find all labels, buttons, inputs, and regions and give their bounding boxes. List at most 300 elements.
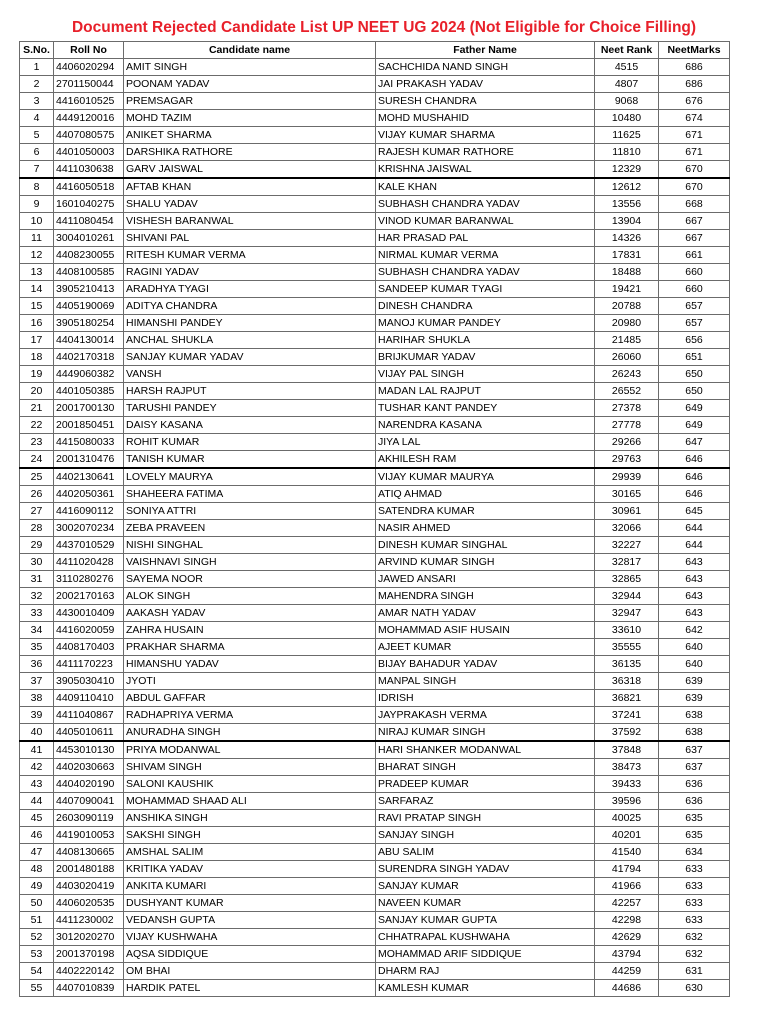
header-roll-no: Roll No bbox=[54, 42, 124, 59]
cell-neet-marks: 643 bbox=[659, 571, 730, 588]
cell-roll-no: 3905180254 bbox=[54, 315, 124, 332]
cell-candidate-name: VANSH bbox=[124, 366, 376, 383]
cell-father-name: SUBHASH CHANDRA YADAV bbox=[376, 196, 595, 213]
cell-neet-marks: 639 bbox=[659, 673, 730, 690]
cell-father-name: NAVEEN KUMAR bbox=[376, 895, 595, 912]
cell-candidate-name: DAISY KASANA bbox=[124, 417, 376, 434]
cell-father-name: NASIR AHMED bbox=[376, 520, 595, 537]
cell-father-name: VIJAY PAL SINGH bbox=[376, 366, 595, 383]
cell-father-name: ARVIND KUMAR SINGH bbox=[376, 554, 595, 571]
cell-roll-no: 4402050361 bbox=[54, 486, 124, 503]
cell-neet-marks: 646 bbox=[659, 451, 730, 469]
cell-neet-rank: 39433 bbox=[595, 776, 659, 793]
cell-candidate-name: HARDIK PATEL bbox=[124, 980, 376, 997]
cell-father-name: ABU SALIM bbox=[376, 844, 595, 861]
cell-neet-rank: 40025 bbox=[595, 810, 659, 827]
cell-neet-marks: 657 bbox=[659, 315, 730, 332]
cell-father-name: HARI SHANKER MODANWAL bbox=[376, 741, 595, 759]
cell-neet-rank: 11625 bbox=[595, 127, 659, 144]
cell-neet-marks: 670 bbox=[659, 178, 730, 196]
cell-neet-marks: 637 bbox=[659, 759, 730, 776]
cell-neet-marks: 636 bbox=[659, 776, 730, 793]
cell-candidate-name: SAKSHI SINGH bbox=[124, 827, 376, 844]
cell-neet-marks: 649 bbox=[659, 417, 730, 434]
cell-sno: 12 bbox=[20, 247, 54, 264]
cell-father-name: MADAN LAL RAJPUT bbox=[376, 383, 595, 400]
cell-father-name: JAWED ANSARI bbox=[376, 571, 595, 588]
table-row bbox=[20, 144, 730, 161]
cell-father-name: HAR PRASAD PAL bbox=[376, 230, 595, 247]
cell-roll-no: 2603090119 bbox=[54, 810, 124, 827]
cell-sno: 15 bbox=[20, 298, 54, 315]
table-row bbox=[20, 264, 730, 281]
cell-sno: 22 bbox=[20, 417, 54, 434]
cell-father-name: NIRMAL KUMAR VERMA bbox=[376, 247, 595, 264]
cell-neet-rank: 32944 bbox=[595, 588, 659, 605]
cell-sno: 6 bbox=[20, 144, 54, 161]
table-row bbox=[20, 247, 730, 264]
cell-roll-no: 2002170163 bbox=[54, 588, 124, 605]
cell-roll-no: 4405190069 bbox=[54, 298, 124, 315]
table-row bbox=[20, 554, 730, 571]
cell-father-name: MAHENDRA SINGH bbox=[376, 588, 595, 605]
cell-roll-no: 4404020190 bbox=[54, 776, 124, 793]
cell-father-name: SARFARAZ bbox=[376, 793, 595, 810]
cell-roll-no: 4449060382 bbox=[54, 366, 124, 383]
cell-candidate-name: ADITYA CHANDRA bbox=[124, 298, 376, 315]
cell-candidate-name: LOVELY MAURYA bbox=[124, 468, 376, 486]
cell-candidate-name: PREMSAGAR bbox=[124, 93, 376, 110]
cell-roll-no: 4404130014 bbox=[54, 332, 124, 349]
cell-sno: 1 bbox=[20, 59, 54, 76]
table-row bbox=[20, 127, 730, 144]
cell-candidate-name: PRAKHAR SHARMA bbox=[124, 639, 376, 656]
cell-candidate-name: OM BHAI bbox=[124, 963, 376, 980]
cell-candidate-name: ARADHYA TYAGI bbox=[124, 281, 376, 298]
cell-neet-marks: 640 bbox=[659, 656, 730, 673]
cell-father-name: MOHD MUSHAHID bbox=[376, 110, 595, 127]
rejected-candidates-table bbox=[19, 41, 730, 997]
cell-neet-marks: 640 bbox=[659, 639, 730, 656]
cell-neet-marks: 638 bbox=[659, 724, 730, 742]
cell-neet-rank: 30165 bbox=[595, 486, 659, 503]
cell-roll-no: 4401050385 bbox=[54, 383, 124, 400]
cell-neet-rank: 35555 bbox=[595, 639, 659, 656]
cell-neet-marks: 651 bbox=[659, 349, 730, 366]
cell-neet-rank: 36821 bbox=[595, 690, 659, 707]
table-row bbox=[20, 110, 730, 127]
cell-candidate-name: VAISHNAVI SINGH bbox=[124, 554, 376, 571]
cell-candidate-name: MOHD TAZIM bbox=[124, 110, 376, 127]
table-row bbox=[20, 213, 730, 230]
cell-neet-marks: 686 bbox=[659, 59, 730, 76]
table-row bbox=[20, 759, 730, 776]
cell-neet-rank: 36318 bbox=[595, 673, 659, 690]
cell-neet-rank: 27778 bbox=[595, 417, 659, 434]
cell-candidate-name: ZEBA PRAVEEN bbox=[124, 520, 376, 537]
cell-sno: 11 bbox=[20, 230, 54, 247]
cell-candidate-name: SANJAY KUMAR YADAV bbox=[124, 349, 376, 366]
cell-neet-marks: 633 bbox=[659, 861, 730, 878]
cell-roll-no: 4406020294 bbox=[54, 59, 124, 76]
document-title: Document Rejected Candidate List UP NEET UG 2024 (Not Eligible for Choice Filling) bbox=[71, 19, 697, 36]
cell-neet-rank: 26060 bbox=[595, 349, 659, 366]
cell-roll-no: 3905210413 bbox=[54, 281, 124, 298]
cell-father-name: SANJAY KUMAR bbox=[376, 878, 595, 895]
table-row bbox=[20, 161, 730, 179]
cell-roll-no: 4449120016 bbox=[54, 110, 124, 127]
table-row bbox=[20, 912, 730, 929]
cell-candidate-name: TARUSHI PANDEY bbox=[124, 400, 376, 417]
cell-neet-rank: 17831 bbox=[595, 247, 659, 264]
cell-roll-no: 4416010525 bbox=[54, 93, 124, 110]
cell-sno: 35 bbox=[20, 639, 54, 656]
cell-neet-rank: 32227 bbox=[595, 537, 659, 554]
cell-neet-marks: 633 bbox=[659, 912, 730, 929]
cell-neet-rank: 11810 bbox=[595, 144, 659, 161]
table-body bbox=[20, 59, 730, 997]
cell-sno: 40 bbox=[20, 724, 54, 742]
table-row bbox=[20, 451, 730, 469]
cell-sno: 50 bbox=[20, 895, 54, 912]
cell-sno: 41 bbox=[20, 741, 54, 759]
cell-neet-rank: 44686 bbox=[595, 980, 659, 997]
cell-father-name: IDRISH bbox=[376, 690, 595, 707]
cell-neet-marks: 674 bbox=[659, 110, 730, 127]
cell-father-name: VIJAY KUMAR SHARMA bbox=[376, 127, 595, 144]
cell-roll-no: 4402130641 bbox=[54, 468, 124, 486]
cell-roll-no: 4409110410 bbox=[54, 690, 124, 707]
cell-sno: 3 bbox=[20, 93, 54, 110]
cell-roll-no: 2001850451 bbox=[54, 417, 124, 434]
cell-father-name: DINESH CHANDRA bbox=[376, 298, 595, 315]
cell-sno: 10 bbox=[20, 213, 54, 230]
cell-roll-no: 4408130665 bbox=[54, 844, 124, 861]
cell-sno: 17 bbox=[20, 332, 54, 349]
cell-roll-no: 4416050518 bbox=[54, 178, 124, 196]
table-row bbox=[20, 707, 730, 724]
cell-candidate-name: AMIT SINGH bbox=[124, 59, 376, 76]
cell-candidate-name: ALOK SINGH bbox=[124, 588, 376, 605]
header-candidate-name: Candidate name bbox=[124, 42, 376, 59]
cell-father-name: RAVI PRATAP SINGH bbox=[376, 810, 595, 827]
table-row bbox=[20, 417, 730, 434]
cell-neet-marks: 650 bbox=[659, 383, 730, 400]
cell-sno: 38 bbox=[20, 690, 54, 707]
cell-neet-rank: 37241 bbox=[595, 707, 659, 724]
cell-candidate-name: DUSHYANT KUMAR bbox=[124, 895, 376, 912]
cell-father-name: BIJAY BAHADUR YADAV bbox=[376, 656, 595, 673]
cell-roll-no: 4407080575 bbox=[54, 127, 124, 144]
cell-neet-marks: 671 bbox=[659, 127, 730, 144]
table-row bbox=[20, 622, 730, 639]
cell-sno: 53 bbox=[20, 946, 54, 963]
cell-neet-marks: 642 bbox=[659, 622, 730, 639]
cell-roll-no: 4407090041 bbox=[54, 793, 124, 810]
cell-candidate-name: RITESH KUMAR VERMA bbox=[124, 247, 376, 264]
cell-neet-rank: 33610 bbox=[595, 622, 659, 639]
cell-roll-no: 3012020270 bbox=[54, 929, 124, 946]
cell-sno: 46 bbox=[20, 827, 54, 844]
cell-neet-marks: 645 bbox=[659, 503, 730, 520]
cell-candidate-name: VISHESH BARANWAL bbox=[124, 213, 376, 230]
cell-roll-no: 4402220142 bbox=[54, 963, 124, 980]
cell-candidate-name: DARSHIKA RATHORE bbox=[124, 144, 376, 161]
cell-sno: 8 bbox=[20, 178, 54, 196]
table-row bbox=[20, 946, 730, 963]
cell-sno: 37 bbox=[20, 673, 54, 690]
cell-father-name: ATIQ AHMAD bbox=[376, 486, 595, 503]
cell-neet-rank: 38473 bbox=[595, 759, 659, 776]
cell-neet-marks: 647 bbox=[659, 434, 730, 451]
table-row bbox=[20, 741, 730, 759]
table-row bbox=[20, 315, 730, 332]
header-neet-marks: NeetMarks bbox=[659, 42, 730, 59]
table-row bbox=[20, 366, 730, 383]
cell-sno: 39 bbox=[20, 707, 54, 724]
cell-neet-rank: 44259 bbox=[595, 963, 659, 980]
cell-candidate-name: SHIVANI PAL bbox=[124, 230, 376, 247]
cell-neet-marks: 657 bbox=[659, 298, 730, 315]
table-header-row bbox=[20, 42, 730, 59]
cell-father-name: SURENDRA SINGH YADAV bbox=[376, 861, 595, 878]
table-row bbox=[20, 673, 730, 690]
cell-father-name: SATENDRA KUMAR bbox=[376, 503, 595, 520]
cell-neet-rank: 37848 bbox=[595, 741, 659, 759]
cell-father-name: NARENDRA KASANA bbox=[376, 417, 595, 434]
cell-sno: 47 bbox=[20, 844, 54, 861]
cell-sno: 54 bbox=[20, 963, 54, 980]
cell-sno: 51 bbox=[20, 912, 54, 929]
table-row bbox=[20, 486, 730, 503]
cell-neet-rank: 29939 bbox=[595, 468, 659, 486]
cell-father-name: SURESH CHANDRA bbox=[376, 93, 595, 110]
table-row bbox=[20, 196, 730, 213]
cell-father-name: DINESH KUMAR SINGHAL bbox=[376, 537, 595, 554]
cell-neet-marks: 660 bbox=[659, 264, 730, 281]
cell-candidate-name: HIMANSHI PANDEY bbox=[124, 315, 376, 332]
cell-neet-rank: 41540 bbox=[595, 844, 659, 861]
cell-candidate-name: ANKITA KUMARI bbox=[124, 878, 376, 895]
cell-candidate-name: JYOTI bbox=[124, 673, 376, 690]
cell-neet-marks: 667 bbox=[659, 230, 730, 247]
cell-roll-no: 4416090112 bbox=[54, 503, 124, 520]
cell-roll-no: 3110280276 bbox=[54, 571, 124, 588]
table-row bbox=[20, 230, 730, 247]
cell-sno: 52 bbox=[20, 929, 54, 946]
cell-candidate-name: SAYEMA NOOR bbox=[124, 571, 376, 588]
cell-candidate-name: HIMANSHU YADAV bbox=[124, 656, 376, 673]
cell-candidate-name: SHIVAM SINGH bbox=[124, 759, 376, 776]
cell-neet-marks: 639 bbox=[659, 690, 730, 707]
cell-father-name: JAYPRAKASH VERMA bbox=[376, 707, 595, 724]
cell-sno: 14 bbox=[20, 281, 54, 298]
cell-father-name: VINOD KUMAR BARANWAL bbox=[376, 213, 595, 230]
cell-sno: 44 bbox=[20, 793, 54, 810]
cell-neet-rank: 39596 bbox=[595, 793, 659, 810]
cell-father-name: BHARAT SINGH bbox=[376, 759, 595, 776]
cell-sno: 42 bbox=[20, 759, 54, 776]
cell-neet-marks: 635 bbox=[659, 827, 730, 844]
cell-father-name: SACHCHIDA NAND SINGH bbox=[376, 59, 595, 76]
cell-sno: 55 bbox=[20, 980, 54, 997]
cell-candidate-name: SALONI KAUSHIK bbox=[124, 776, 376, 793]
cell-sno: 32 bbox=[20, 588, 54, 605]
cell-neet-rank: 27378 bbox=[595, 400, 659, 417]
cell-candidate-name: NISHI SINGHAL bbox=[124, 537, 376, 554]
cell-sno: 5 bbox=[20, 127, 54, 144]
cell-sno: 2 bbox=[20, 76, 54, 93]
cell-roll-no: 2001700130 bbox=[54, 400, 124, 417]
table-row bbox=[20, 861, 730, 878]
cell-sno: 23 bbox=[20, 434, 54, 451]
cell-father-name: MOHAMMAD ASIF HUSAIN bbox=[376, 622, 595, 639]
cell-sno: 31 bbox=[20, 571, 54, 588]
cell-neet-rank: 42257 bbox=[595, 895, 659, 912]
cell-roll-no: 4402170318 bbox=[54, 349, 124, 366]
cell-neet-marks: 638 bbox=[659, 707, 730, 724]
table-row bbox=[20, 605, 730, 622]
cell-father-name: DHARM RAJ bbox=[376, 963, 595, 980]
table-row bbox=[20, 178, 730, 196]
cell-neet-marks: 649 bbox=[659, 400, 730, 417]
cell-sno: 7 bbox=[20, 161, 54, 179]
cell-neet-rank: 40201 bbox=[595, 827, 659, 844]
cell-candidate-name: VEDANSH GUPTA bbox=[124, 912, 376, 929]
cell-father-name: PRADEEP KUMAR bbox=[376, 776, 595, 793]
cell-neet-rank: 12612 bbox=[595, 178, 659, 196]
cell-sno: 45 bbox=[20, 810, 54, 827]
cell-roll-no: 4411170223 bbox=[54, 656, 124, 673]
cell-roll-no: 4411020428 bbox=[54, 554, 124, 571]
cell-roll-no: 3905030410 bbox=[54, 673, 124, 690]
cell-candidate-name: AAKASH YADAV bbox=[124, 605, 376, 622]
cell-neet-marks: 632 bbox=[659, 946, 730, 963]
cell-neet-rank: 32066 bbox=[595, 520, 659, 537]
cell-father-name: NIRAJ KUMAR SINGH bbox=[376, 724, 595, 742]
cell-roll-no: 2001370198 bbox=[54, 946, 124, 963]
cell-roll-no: 4402030663 bbox=[54, 759, 124, 776]
table-row bbox=[20, 503, 730, 520]
cell-roll-no: 3002070234 bbox=[54, 520, 124, 537]
cell-sno: 25 bbox=[20, 468, 54, 486]
cell-father-name: SANDEEP KUMAR TYAGI bbox=[376, 281, 595, 298]
cell-neet-rank: 20788 bbox=[595, 298, 659, 315]
table-row bbox=[20, 793, 730, 810]
cell-father-name: AJEET KUMAR bbox=[376, 639, 595, 656]
cell-father-name: KAMLESH KUMAR bbox=[376, 980, 595, 997]
cell-sno: 9 bbox=[20, 196, 54, 213]
cell-sno: 19 bbox=[20, 366, 54, 383]
cell-neet-rank: 21485 bbox=[595, 332, 659, 349]
cell-roll-no: 4401050003 bbox=[54, 144, 124, 161]
cell-roll-no: 2001480188 bbox=[54, 861, 124, 878]
table-row bbox=[20, 93, 730, 110]
cell-sno: 36 bbox=[20, 656, 54, 673]
cell-neet-marks: 676 bbox=[659, 93, 730, 110]
cell-sno: 33 bbox=[20, 605, 54, 622]
cell-neet-marks: 650 bbox=[659, 366, 730, 383]
cell-roll-no: 4407010839 bbox=[54, 980, 124, 997]
cell-neet-rank: 13904 bbox=[595, 213, 659, 230]
cell-father-name: KRISHNA JAISWAL bbox=[376, 161, 595, 179]
cell-neet-rank: 29763 bbox=[595, 451, 659, 469]
table-row bbox=[20, 298, 730, 315]
cell-sno: 48 bbox=[20, 861, 54, 878]
cell-candidate-name: ABDUL GAFFAR bbox=[124, 690, 376, 707]
table-row bbox=[20, 468, 730, 486]
cell-sno: 30 bbox=[20, 554, 54, 571]
cell-roll-no: 4415080033 bbox=[54, 434, 124, 451]
cell-neet-rank: 41966 bbox=[595, 878, 659, 895]
cell-neet-rank: 10480 bbox=[595, 110, 659, 127]
cell-roll-no: 4419010053 bbox=[54, 827, 124, 844]
cell-candidate-name: RADHAPRIYA VERMA bbox=[124, 707, 376, 724]
cell-neet-marks: 644 bbox=[659, 537, 730, 554]
cell-neet-rank: 4515 bbox=[595, 59, 659, 76]
cell-neet-marks: 686 bbox=[659, 76, 730, 93]
cell-candidate-name: ANIKET SHARMA bbox=[124, 127, 376, 144]
cell-roll-no: 1601040275 bbox=[54, 196, 124, 213]
cell-neet-rank: 43794 bbox=[595, 946, 659, 963]
table-row bbox=[20, 434, 730, 451]
cell-candidate-name: AQSA SIDDIQUE bbox=[124, 946, 376, 963]
cell-neet-rank: 42629 bbox=[595, 929, 659, 946]
cell-neet-marks: 646 bbox=[659, 468, 730, 486]
table-row bbox=[20, 929, 730, 946]
cell-neet-marks: 635 bbox=[659, 810, 730, 827]
cell-candidate-name: PRIYA MODANWAL bbox=[124, 741, 376, 759]
table-row bbox=[20, 588, 730, 605]
cell-sno: 43 bbox=[20, 776, 54, 793]
cell-sno: 34 bbox=[20, 622, 54, 639]
cell-candidate-name: HARSH RAJPUT bbox=[124, 383, 376, 400]
table-row bbox=[20, 332, 730, 349]
cell-father-name: CHHATRAPAL KUSHWAHA bbox=[376, 929, 595, 946]
table-row bbox=[20, 656, 730, 673]
cell-father-name: HARIHAR SHUKLA bbox=[376, 332, 595, 349]
cell-father-name: MOHAMMAD ARIF SIDDIQUE bbox=[376, 946, 595, 963]
header-sno: S.No. bbox=[20, 42, 54, 59]
table-row bbox=[20, 878, 730, 895]
table-row bbox=[20, 963, 730, 980]
cell-neet-rank: 12329 bbox=[595, 161, 659, 179]
cell-roll-no: 4411230002 bbox=[54, 912, 124, 929]
cell-neet-marks: 633 bbox=[659, 895, 730, 912]
cell-neet-rank: 9068 bbox=[595, 93, 659, 110]
cell-roll-no: 3004010261 bbox=[54, 230, 124, 247]
cell-neet-rank: 13556 bbox=[595, 196, 659, 213]
cell-neet-marks: 631 bbox=[659, 963, 730, 980]
cell-candidate-name: ANURADHA SINGH bbox=[124, 724, 376, 742]
table-row bbox=[20, 520, 730, 537]
cell-neet-rank: 41794 bbox=[595, 861, 659, 878]
cell-neet-marks: 637 bbox=[659, 741, 730, 759]
cell-neet-marks: 630 bbox=[659, 980, 730, 997]
cell-neet-marks: 634 bbox=[659, 844, 730, 861]
cell-father-name: JIYA LAL bbox=[376, 434, 595, 451]
cell-neet-rank: 32817 bbox=[595, 554, 659, 571]
cell-sno: 27 bbox=[20, 503, 54, 520]
table-row bbox=[20, 383, 730, 400]
cell-neet-rank: 4807 bbox=[595, 76, 659, 93]
cell-father-name: SANJAY KUMAR GUPTA bbox=[376, 912, 595, 929]
table-row bbox=[20, 810, 730, 827]
cell-neet-marks: 632 bbox=[659, 929, 730, 946]
table-row bbox=[20, 827, 730, 844]
table-row bbox=[20, 281, 730, 298]
cell-neet-marks: 670 bbox=[659, 161, 730, 179]
